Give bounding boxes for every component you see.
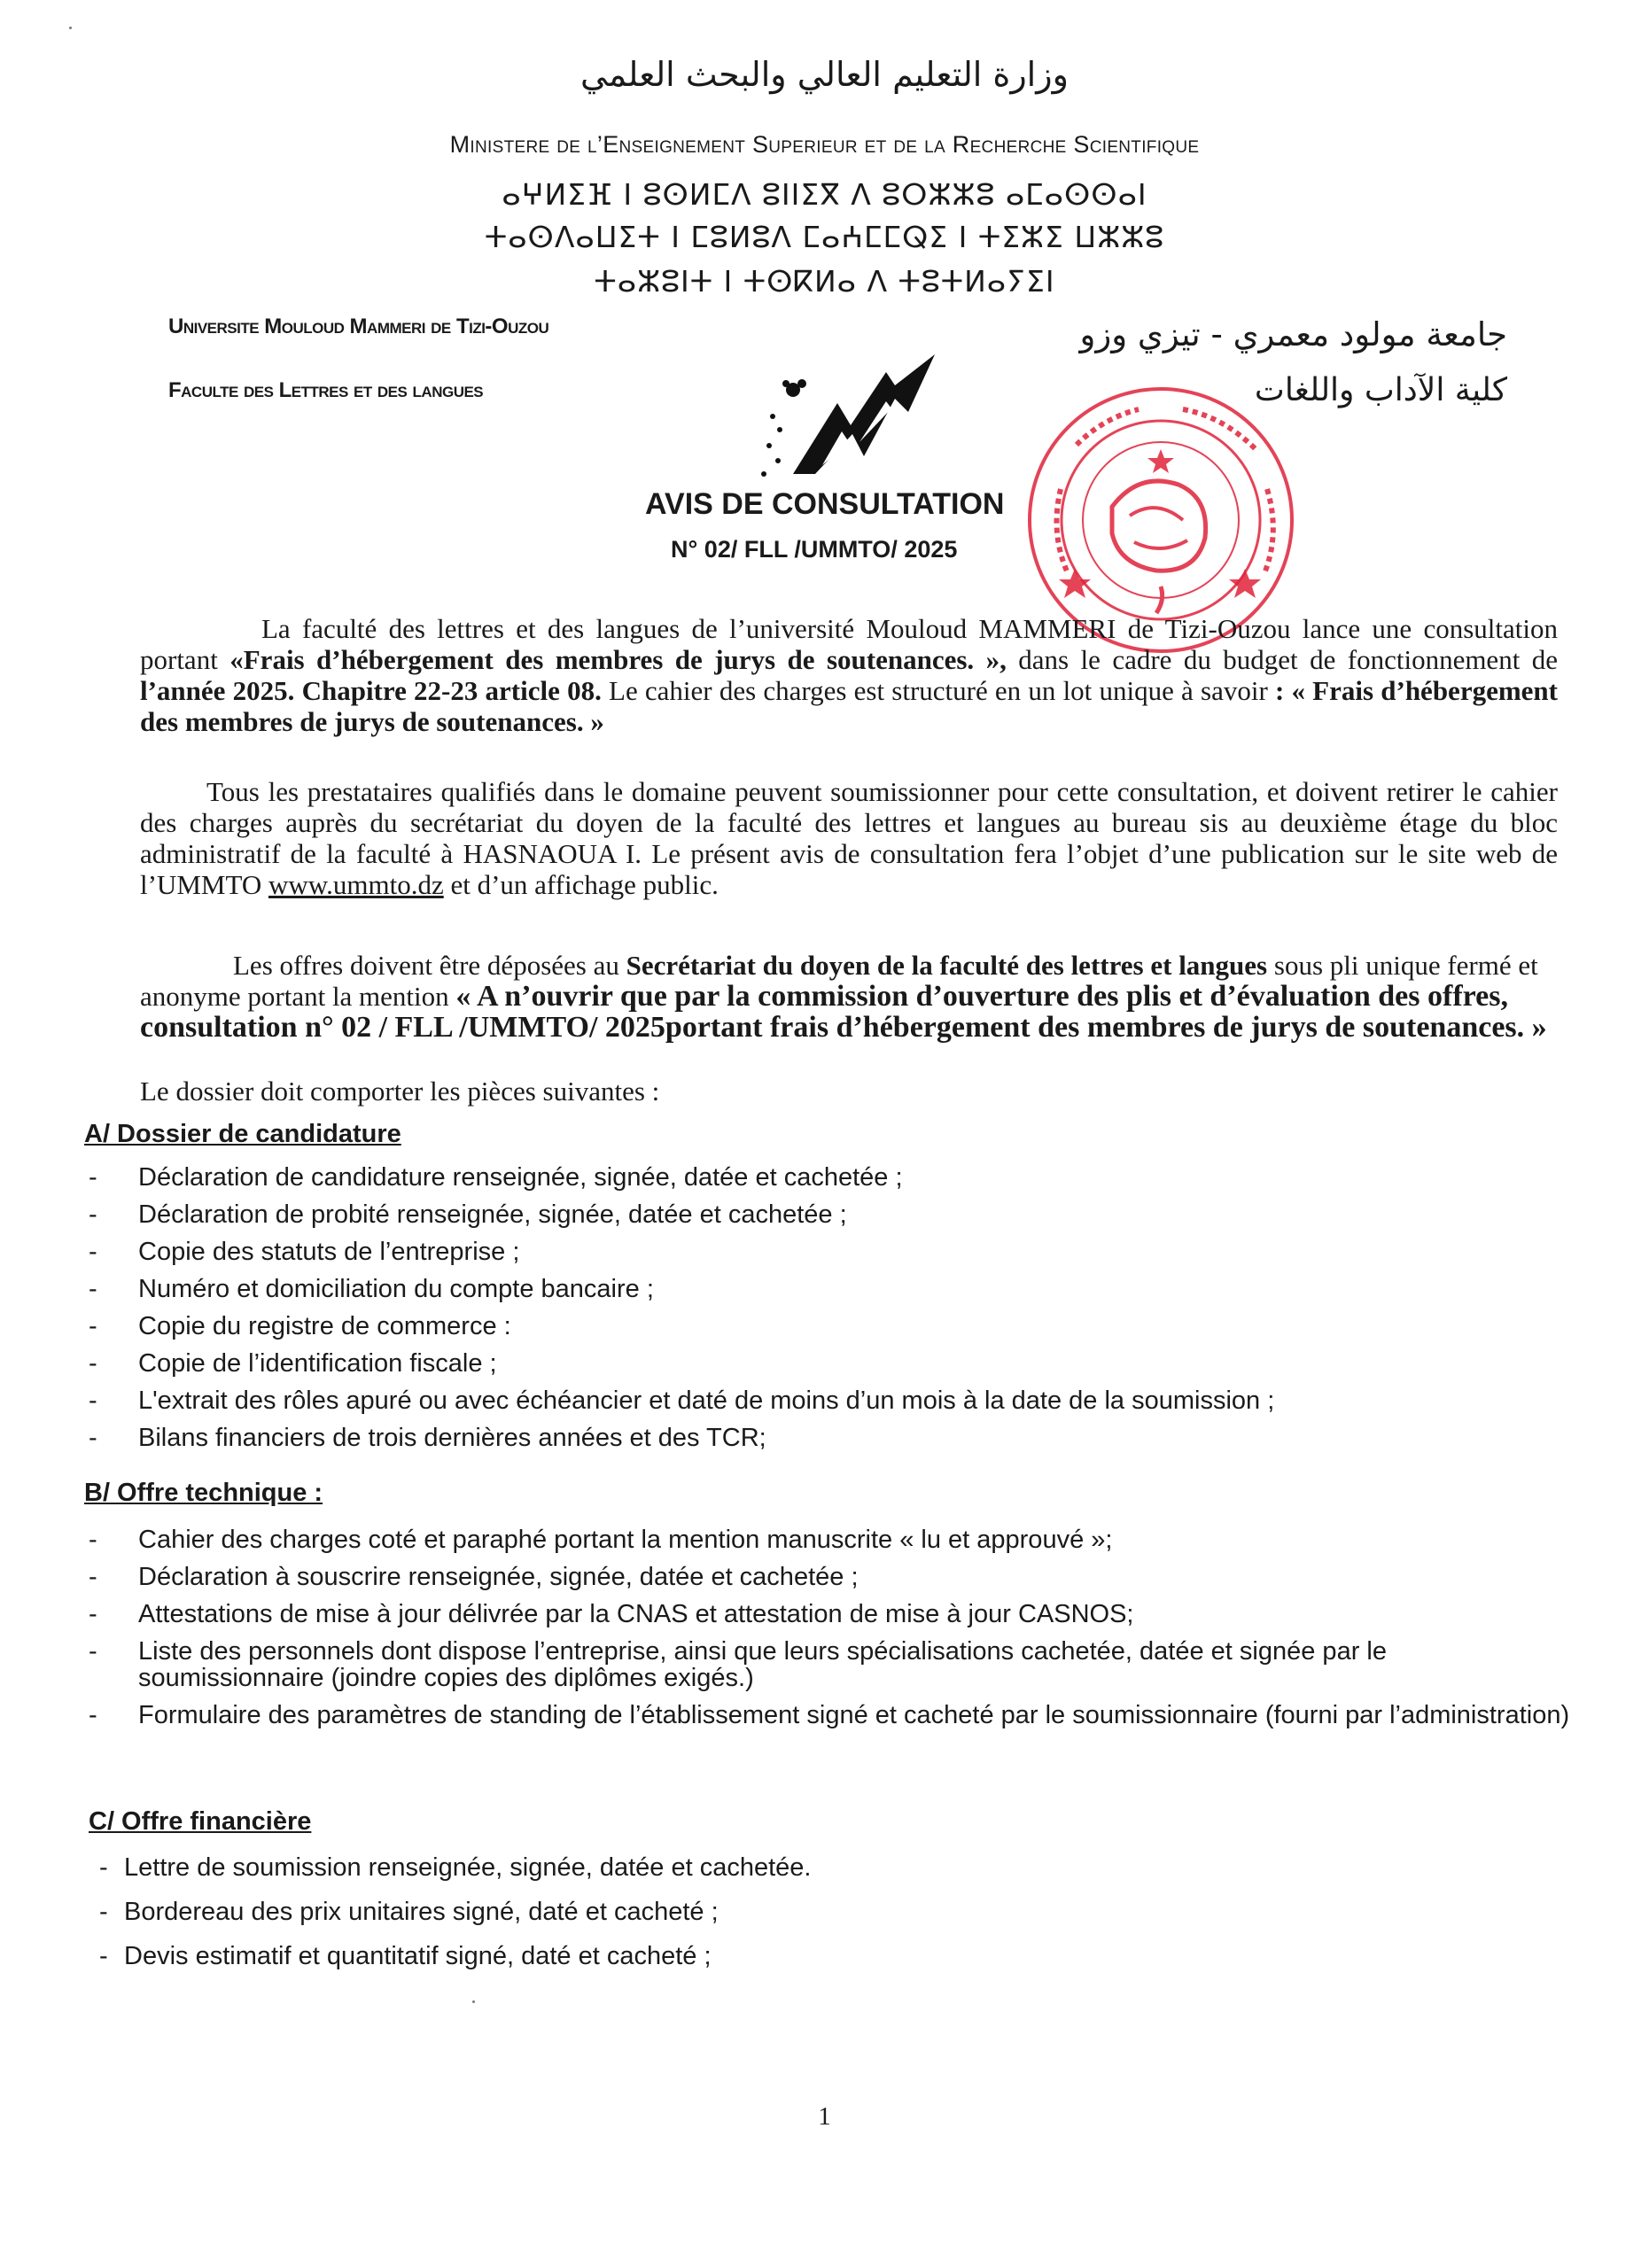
list-item-text: Copie de l’identification fiscale ; [138,1349,497,1378]
submission-paragraph [140,950,1575,1043]
list-dash: - [99,1853,108,1882]
list-item [89,1201,1577,1239]
list-dash: - [89,1563,97,1591]
list-item [89,1239,1577,1276]
list-item-text: Déclaration de probité renseignée, signée, datée et cachetée ; [138,1200,847,1229]
submission-text: Les offres doivent être déposées au [233,950,626,981]
list-item-text: Bordereau des prix unitaires signé, daté et cacheté ; [124,1898,719,1926]
university-tifinagh: ⵜⴰⵙⴷⴰⵡⵉⵜ ⵏ ⵎⵓⵍⵓⴷ ⵎⴰⵄⵎⵎⵕⵉ ⵏ ⵜⵉⵣⵉ ⵡⵣⵣⵓ [484,220,1165,254]
list-item [89,1638,1577,1691]
list-dash: - [89,1386,97,1415]
list-item [89,1564,1577,1590]
website-link[interactable]: www.ummto.dz [268,869,444,900]
section-title-candidature: A/ Dossier de candidature [84,1120,401,1148]
intro-text: Le cahier des charges est structuré en un lot unique à savoir [601,675,1275,706]
list-dash: - [89,1424,97,1452]
list-item-text: Devis estimatif et quantitatif signé, daté et cacheté ; [124,1942,712,1970]
list-item [89,1526,1577,1553]
faculty-tifinagh: ⵜⴰⵣⵓⵏⵜ ⵏ ⵜⵙⴽⵍⴰ ⴷ ⵜⵓⵜⵍⴰⵢⵉⵏ [594,264,1055,299]
list-item-text: Déclaration de candidature renseignée, signée, datée et cachetée ; [138,1163,903,1192]
submission-office: Secrétariat du doyen de la faculté des lettres et langues [626,950,1268,981]
financial-list [99,1854,1588,1987]
eligibility-text: Tous les prestataires qualifiés dans le domaine peuvent soumissionner pour cette consultation, et doivent retirer le cahier des charges auprès du secrétariat du doyen de la faculté des lettres et langues au bureau sis au deuxième étage du bloc administratif de la faculté à HASNAOUA I. Le présent avis de consultation fera l’objet d’une publication sur le site web de l’UMMTO [140,776,1558,900]
candidature-list [89,1164,1577,1462]
faculty-arabic: كلية الآداب واللغات [1254,372,1507,408]
dossier-intro: Le dossier doit comporter les pièces suivantes : [140,1076,660,1107]
list-item [89,1702,1577,1728]
list-dash: - [99,1898,108,1926]
list-item-text: Déclaration à souscrire renseignée, signée, datée et cachetée ; [138,1563,859,1591]
list-dash: - [99,1942,108,1970]
ummto-logo-icon [753,350,948,483]
scan-speck [69,27,72,29]
list-item-text: L'extrait des rôles apuré ou avec échéancier et daté de moins d’un mois à la date de la soumission ; [138,1386,1275,1415]
list-item-text: Copie du registre de commerce : [138,1312,511,1340]
intro-budget: l’année 2025. Chapitre 22-23 article 08. [140,675,602,706]
intro-text: La faculté des lettres et des langues de l’université Mouloud MAMMERI de Tizi-Ouzou lance une consultation portant [140,613,1558,675]
list-item [89,1350,1577,1387]
list-item [89,1276,1577,1313]
section-title-technical: B/ Offre technique : [84,1479,323,1507]
list-item-text: Cahier des charges coté et paraphé portant la mention manuscrite « lu et approuvé »; [138,1526,1113,1554]
list-item-text: Bilans financiers de trois dernières années et des TCR; [138,1424,766,1452]
notice-title: AVIS DE CONSULTATION [645,487,1005,521]
intro-text: dans le cadre du budget de fonctionnement de [1006,644,1558,675]
list-dash: - [89,1312,97,1340]
list-dash: - [89,1275,97,1303]
list-item [89,1164,1577,1201]
section-title-financial: C/ Offre financière [89,1807,312,1836]
list-item [89,1387,1577,1425]
list-dash: - [89,1600,97,1628]
list-item-text: Lettre de soumission renseignée, signée, datée et cachetée. [124,1853,812,1882]
university-french: Universite Mouloud Mammeri de Tizi-Ouzou [168,315,549,338]
list-item [89,1313,1577,1350]
list-dash: - [89,1238,97,1266]
list-item-text: Copie des statuts de l’entreprise ; [138,1238,520,1266]
list-dash: - [89,1637,97,1666]
list-item [89,1601,1577,1627]
faculty-french: Faculte des Lettres et des langues [168,378,484,402]
list-item-text: Liste des personnels dont dispose l’entreprise, ainsi que leurs spécialisations cachetée, datée et signée par le soumissionnaire (joindre copies des diplômes exigés.) [138,1637,1387,1692]
scan-speck [472,2000,475,2003]
ministry-french: Ministere de l’Enseignement Superieur et de la Recherche Scientifique [449,131,1200,158]
list-dash: - [89,1200,97,1229]
list-dash: - [89,1701,97,1729]
list-dash: - [89,1163,97,1192]
list-dash: - [89,1349,97,1378]
technical-list [89,1526,1577,1739]
list-item [89,1425,1577,1462]
submission-mention: « A n’ouvrir que par la commission d’ouverture des plis et d’évaluation des offres, consultation n° 02 / FLL /UMMTO/ 2025portant frais d’hébergement des membres de jurys de soutenances. » [140,980,1547,1044]
intro-lot: : « Frais d’hébergement des membres de jurys de soutenances. » [140,675,1558,737]
list-item [99,1854,1588,1899]
list-item-text: Formulaire des paramètres de standing de l’établissement signé et cacheté par le soumissionnaire (fourni par l’administration) [138,1701,1570,1729]
ministry-arabic: وزارة التعليم العالي والبحث العلمي [580,55,1069,94]
submission-text: sous pli unique fermé et anonyme portant la mention [140,950,1538,1012]
list-dash: - [89,1526,97,1554]
list-item-text: Numéro et domiciliation du compte bancaire ; [138,1275,654,1303]
university-arabic: جامعة مولود معمري - تيزي وزو [1079,315,1507,353]
ministry-tifinagh: ⴰⵖⵍⵉⴼ ⵏ ⵓⵙⵍⵎⴷ ⵓⵏⵏⵉⴳ ⴷ ⵓⵔⵣⵣⵓ ⴰⵎⴰⵙⵙⴰⵏ [502,177,1147,212]
list-item [99,1899,1588,1943]
intro-subject: «Frais d’hébergement des membres de jurys de soutenances. », [229,644,1007,675]
notice-number: N° 02/ FLL /UMMTO/ 2025 [671,536,958,563]
page-number: 1 [818,2102,831,2131]
list-item [99,1943,1588,1987]
intro-paragraph [140,613,1558,737]
eligibility-text: et d’un affichage public. [443,869,719,900]
eligibility-paragraph [140,776,1558,900]
list-item-text: Attestations de mise à jour délivrée par la CNAS et attestation de mise à jour CASNOS; [138,1600,1134,1628]
